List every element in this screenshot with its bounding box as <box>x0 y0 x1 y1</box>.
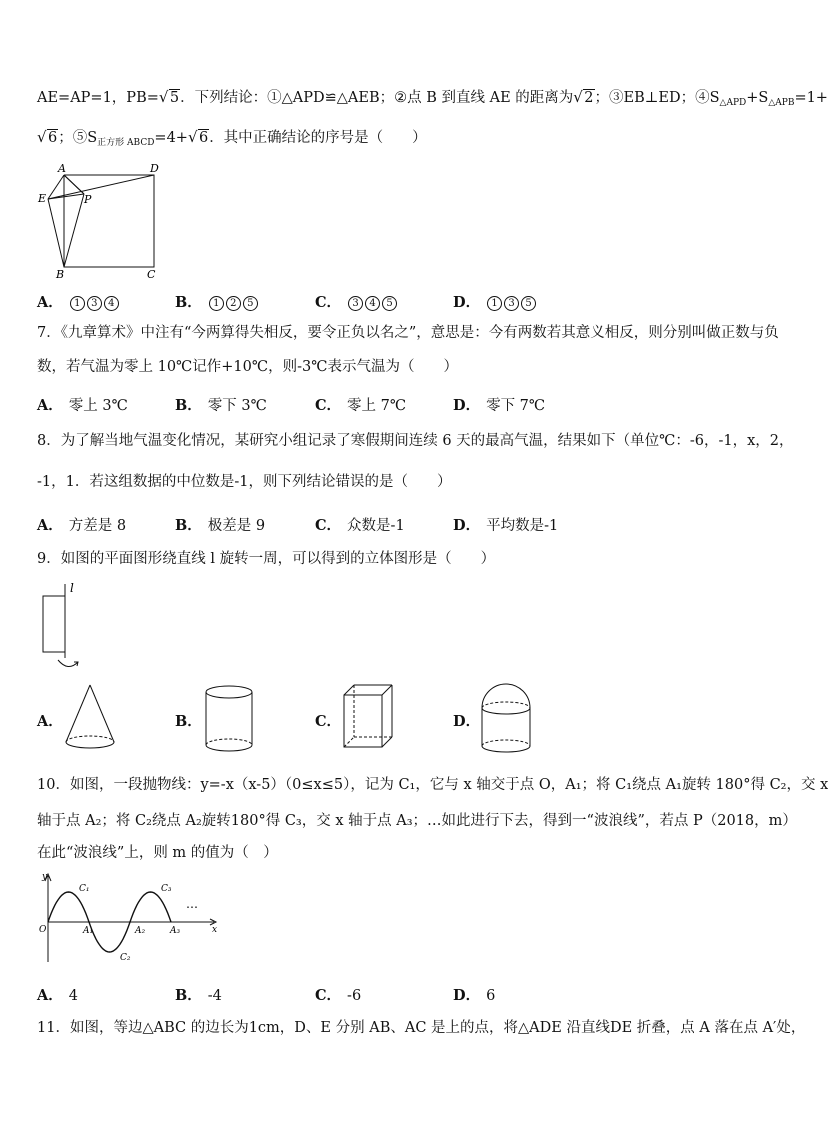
q6-statement-line1: AE=AP=1，PB=√ 5．下列结论：①△APD≌△AEB；②点 B 到直线 AE 的距离为√ 2；③EB⊥ED；$④S_{\triangle APD}+S_{\triangle APB}=1+$ <box>37 88 828 113</box>
option-c[interactable]: C． <box>315 713 342 730</box>
label-a2: A₂ <box>135 926 146 936</box>
q10-wave-figure <box>36 868 226 968</box>
option-c[interactable]: C． 众数是-1 <box>315 517 405 534</box>
option-d[interactable]: D． 6 <box>453 987 496 1004</box>
q7-statement-line2: 数，若气温为零上 10℃记作+10℃，则-3℃表示气温为（ ） <box>37 359 458 375</box>
q11-statement-line1: 11．如图，等边△ABC 的边长为1cm，D、E 分别 AB、AC 是上的点，将△ADE 沿直线DE 折叠，点 A 落在点 A′处， <box>37 1020 806 1036</box>
label-c: C <box>147 268 156 281</box>
q10-options <box>37 984 757 1004</box>
label-y: y <box>42 872 48 882</box>
q10-statement-line3: 在此“波浪线”上，则 m 的值为（ ） <box>37 845 278 861</box>
label-a1: A₁ <box>83 926 94 936</box>
segment-eb <box>48 199 64 267</box>
label-p: P <box>84 193 92 206</box>
q7-options <box>37 394 757 414</box>
label-a: A <box>58 162 66 175</box>
q6-square-figure <box>36 160 166 280</box>
option-c[interactable]: C． 零上 7℃ <box>315 397 407 414</box>
cylinder-hemisphere-shape[interactable] <box>478 680 534 756</box>
q10-statement-line1: 10．如图，一段抛物线：y=-x（x-5）（0≤x≤5），记为 C₁，它与 x 轴交于点 O，A₁；将 C₁绕点 A₁旋转 180°得 C₂，交 x <box>37 777 828 793</box>
q9-rotation-figure <box>36 578 96 678</box>
label-a3: A₃ <box>170 926 181 936</box>
label-dots: … <box>186 897 198 911</box>
rotation-arrow <box>58 660 78 667</box>
q8-options <box>37 514 757 534</box>
option-d[interactable]: D． 平均数是-1 <box>453 517 559 534</box>
square-abcd <box>64 175 154 267</box>
label-c3: C₃ <box>161 884 172 894</box>
sqrt-symbol: √ 6 <box>188 128 209 148</box>
option-b[interactable]: B． -4 <box>175 987 222 1004</box>
sqrt-symbol: √ 2 <box>573 88 594 108</box>
option-a[interactable]: A． 零上 3℃ <box>37 397 128 414</box>
label-c1: C₁ <box>79 884 90 894</box>
option-a[interactable]: A． <box>37 713 63 730</box>
cylinder-shape[interactable] <box>202 683 256 755</box>
label-c2: C₂ <box>120 953 131 963</box>
q10-statement-line2: 轴于点 A₂；将 C₂绕点 A₂旋转180°得 C₃，交 x 轴于点 A₃；…如此进行下去，得到一“波浪线”，若点 P（2018，m） <box>37 813 797 829</box>
option-c[interactable]: C． 3 4 5 <box>315 291 398 312</box>
q7-statement-line1: 7．《九章算术》中注有“今两算得失相反，要令正负以名之”，意思是：今有两数若其意义相反，则分别叫做正数与负 <box>37 325 779 341</box>
label-x: x <box>212 925 218 935</box>
option-b[interactable]: B． 1 2 5 <box>175 291 259 312</box>
q6-text: AE=AP=1，PB= <box>37 90 159 106</box>
option-b[interactable]: B． <box>175 713 202 730</box>
option-c[interactable]: C． -6 <box>315 987 362 1004</box>
option-a[interactable]: A． 1 3 4 <box>37 291 120 312</box>
rectangle-shape <box>43 596 65 652</box>
option-a[interactable]: A． 4 <box>37 987 78 1004</box>
option-b[interactable]: B． 零下 3℃ <box>175 397 267 414</box>
label-e: E <box>38 192 47 205</box>
option-a[interactable]: A． 方差是 8 <box>37 517 127 534</box>
q9-statement-line1: 9．如图的平面图形绕直线 l 旋转一周，可以得到的立体图形是（ ） <box>37 551 496 567</box>
cuboid-shape[interactable] <box>340 681 396 753</box>
q8-statement-line1: 8．为了解当地气温变化情况，某研究小组记录了寒假期间连续 6 天的最高气温，结果如下（单位℃：-6，-1，x，2， <box>37 433 794 449</box>
cone-shape[interactable] <box>62 682 118 752</box>
segment-ae <box>48 175 64 199</box>
q9-options <box>37 710 757 730</box>
sqrt-symbol: √ 5 <box>159 88 180 108</box>
option-d[interactable]: D． <box>453 713 481 730</box>
segment-pb <box>64 194 84 267</box>
option-d[interactable]: D． 零下 7℃ <box>453 397 546 414</box>
q8-statement-line2: -1，1．若这组数据的中位数是-1，则下列结论错误的是（ ） <box>37 474 452 490</box>
option-d[interactable]: D． 1 3 5 <box>453 291 537 312</box>
label-b: B <box>56 268 65 281</box>
q6-options <box>37 291 757 311</box>
option-b[interactable]: B． 极差是 9 <box>175 517 266 534</box>
label-d: D <box>150 162 159 175</box>
q6-statement-line2: √ 6；$⑤S_{正方形 ABCD}=4+√$ 6．其中正确结论的序号是（ ） <box>37 128 427 153</box>
sqrt-symbol: √ 6 <box>37 128 58 148</box>
axis-label-l: l <box>70 581 74 595</box>
label-o: O <box>39 925 47 935</box>
